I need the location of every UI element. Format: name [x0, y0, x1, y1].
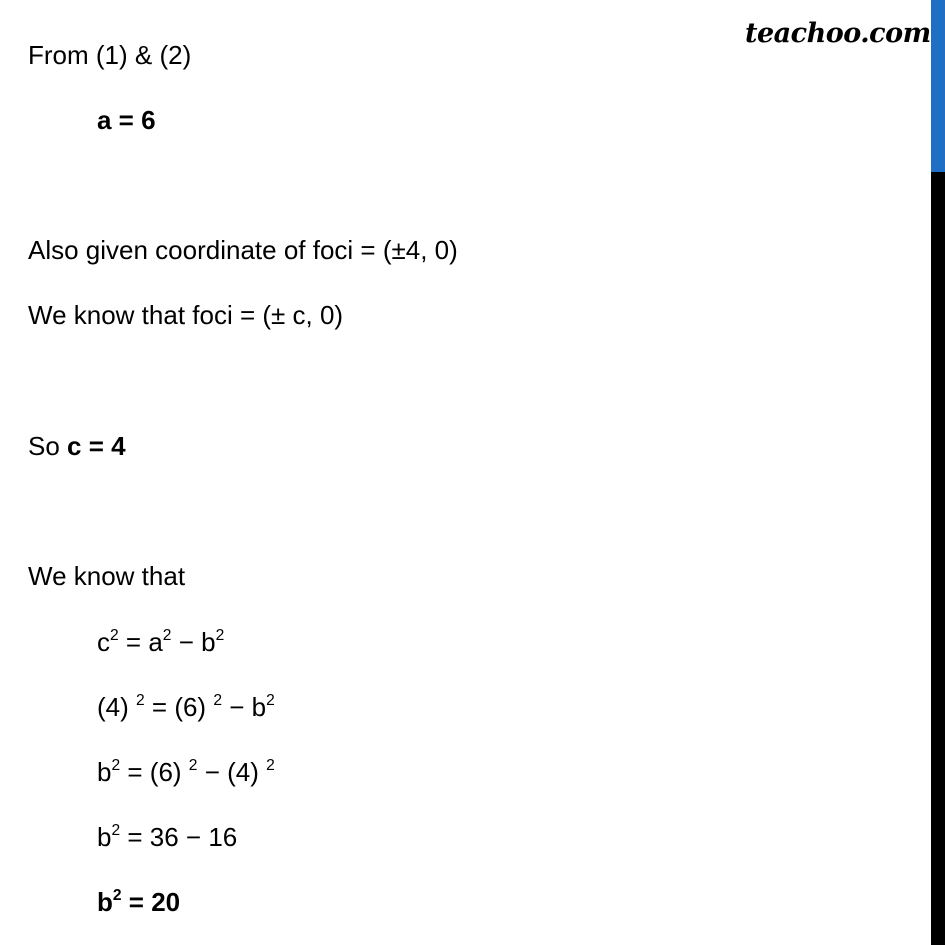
a-result-text: a = 6 [97, 105, 156, 135]
equation-step-2 [97, 692, 275, 722]
from-statement: From (1) & (2) [28, 40, 192, 70]
c-result-text: c = 4 [67, 431, 126, 461]
we-know-that: We know that [28, 561, 186, 591]
eq5-exp1: 2 [112, 887, 122, 905]
eq3-part2: = (6) [120, 757, 189, 787]
known-foci-statement: We know that foci = (± c, 0) [28, 300, 344, 330]
equation-step-4 [97, 822, 237, 852]
eq2-exp1: 2 [136, 692, 145, 710]
eq1-b: − b [171, 627, 216, 657]
eq3-exp2: 2 [188, 757, 198, 775]
teachoo-logo: teachoo.com [745, 18, 931, 49]
equation-step-5-result [97, 887, 180, 917]
scrollbar-track[interactable] [931, 0, 945, 945]
equation-step-1 [97, 627, 224, 657]
eq2-exp2: 2 [213, 692, 223, 710]
eq5-bold [97, 887, 180, 917]
eq1-exp1: 2 [110, 627, 119, 645]
eq4-part2: = 36 − 16 [120, 822, 238, 852]
eq2-part2: = (6) [144, 692, 214, 722]
eq2-exp3: 2 [266, 692, 275, 710]
so-label: So [28, 431, 68, 461]
eq5-part1: b [97, 887, 113, 917]
c-result-line [28, 431, 126, 461]
eq3-exp3: 2 [266, 757, 275, 775]
eq2-part1: (4) [97, 692, 136, 722]
eq4-exp1: 2 [111, 822, 121, 840]
eq1-exp2: 2 [162, 627, 172, 645]
eq4-part1: b [97, 822, 112, 852]
equation-step-3 [97, 757, 275, 787]
eq1-exp3: 2 [215, 627, 225, 645]
scrollbar-thumb[interactable] [931, 0, 945, 172]
eq1-a: = a [118, 627, 163, 657]
eq5-part2: = 20 [121, 887, 181, 917]
a-result [97, 105, 156, 135]
eq3-part1: b [97, 757, 112, 787]
given-foci-statement: Also given coordinate of foci = (±4, 0) [28, 235, 458, 265]
eq1-c: c [97, 627, 110, 657]
eq3-part3: − (4) [197, 757, 267, 787]
eq3-exp1: 2 [111, 757, 121, 775]
eq2-part3: − b [222, 692, 267, 722]
